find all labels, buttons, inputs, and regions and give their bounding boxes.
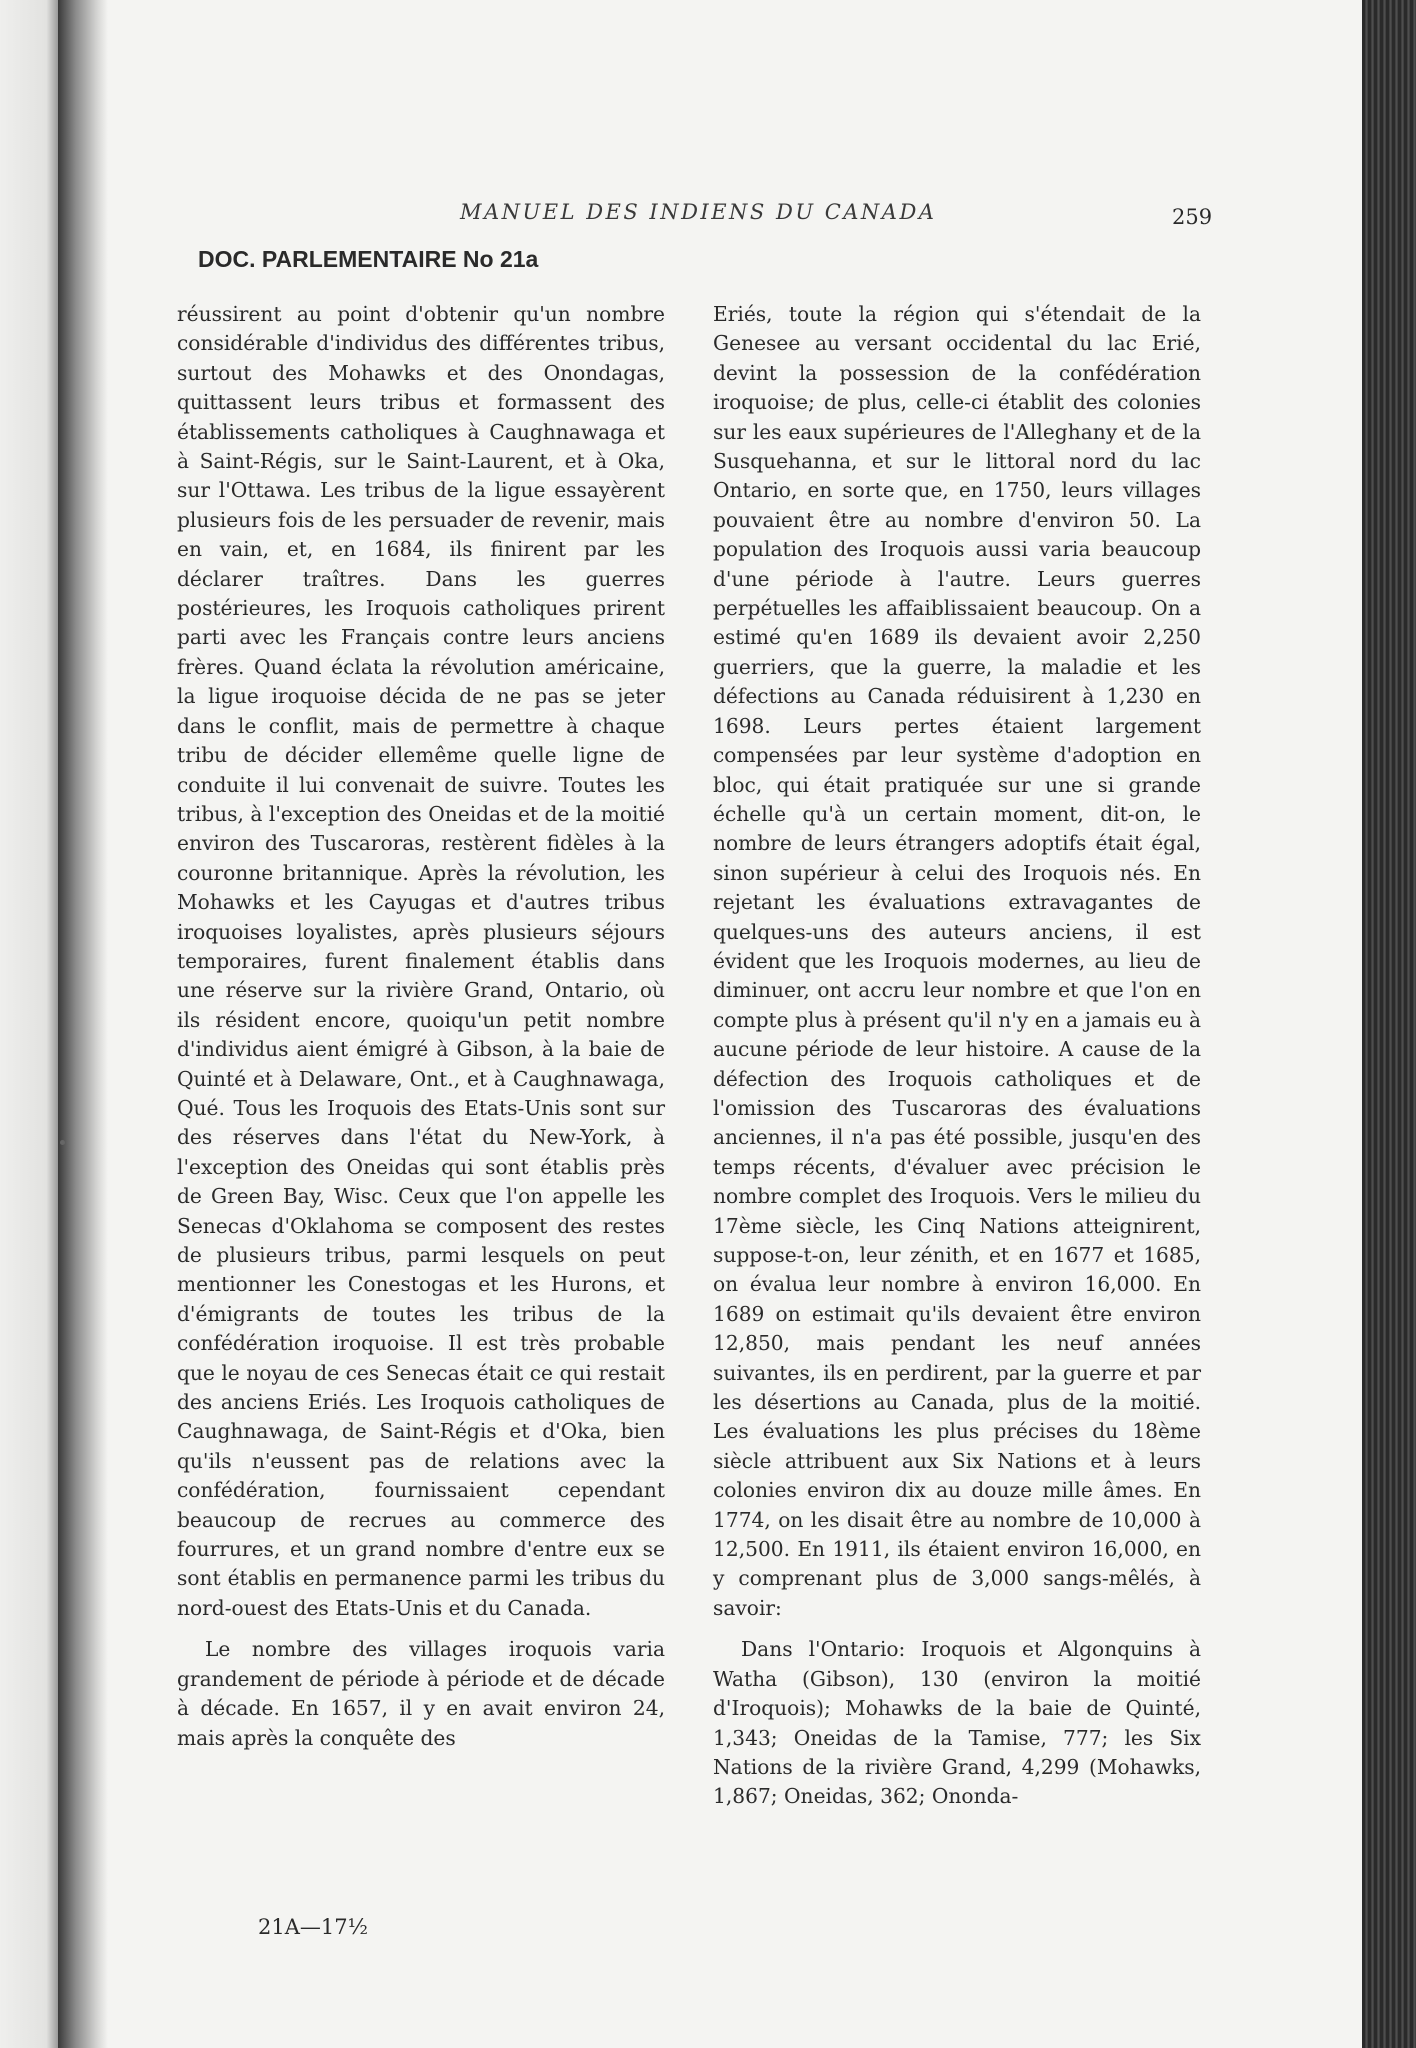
right-column [713, 300, 1201, 1812]
right-paragraph-2: Dans l'Ontario: Iroquois et Algonquins à Watha (Gibson), 130 (environ la moitié d'Iroquois); Mohawks de la baie de Quinté, 1,343; Oneidas de la Tamise, 777; les Six Nations de la rivière Grand, 4,299 (Mohawks, 1,867; Oneidas, 362; Onondа- [713, 1637, 1201, 1809]
scan-speck [60, 1140, 65, 1145]
facing-page-edge [0, 0, 58, 2048]
left-column [177, 300, 665, 1753]
right-paragraph-1: Eriés, toute la région qui s'étendait de la Genesee au versant occidental du lac Erié, devint la possession de la confédération iroquoise; de plus, celle-ci établit des colonies sur les eaux supérieures de l'Alleghany et de la Susquehanna, et sur le littoral nord du lac Ontario, en sorte que, en 1750, leurs villages pouvaient être au nombre d'environ 50. La population des Iroquois aussi varia beaucoup d'une période à l'autre. Leurs guerres perpétuelles les affaiblissaient beaucoup. On a estimé qu'en 1689 ils devaient avoir 2,250 guerriers, que la guerre, la maladie et les défections au Canada réduisirent à 1,230 en 1698. Leurs pertes étaient largement compensées par leur système d'adoption en bloc, qui était pratiquée sur une si grande échelle qu'à un certain moment, dit-on, le nombre de leurs étrangers adoptifs était égal, sinon supérieur à celui des Iroquois nés. En rejetant les évaluations extravagantes de quelques-uns des auteurs anciens, il est évident que les Iroquois modernes, au lieu de diminuer, ont accru leur nombre et que l'on en compte plus à présent qu'il n'y en a jamais eu à aucune période de leur histoire. A cause de la défection des Iroquois catholiques et de l'omission des Tuscaroras des évaluations anciennes, il n'a pas été possible, jusqu'en des temps récents, d'évaluer avec précision le nombre complet des Iroquois. Vers le milieu du 17ème siècle, les Cinq Nations atteignirent, suppose-t-on, leur zénith, et en 1677 et 1685, on évalua leur nombre à environ 16,000. En 1689 on estimait qu'ils devaient être environ 12,850, mais pendant les neuf années suivantes, ils en perdirent, par la guerre et par les désertions au Canada, plus de la moitié. Les évaluations les plus précises du 18ème siècle attribuent aux Six Nations et à leurs colonies environ dix au douze mille âmes. En 1774, on les disait être au nombre de 10,000 à 12,500. En 1911, ils étaient environ 16,000, en y comprenant plus de 3,000 sangs-mêlés, à savoir: [713, 302, 1201, 1620]
page-number: 259 [1172, 205, 1213, 229]
binding-gutter [58, 0, 108, 2048]
document-reference: DOC. PARLEMENTAIRE No 21a [198, 246, 539, 272]
left-paragraph-1: réussirent au point d'obtenir qu'un nombre considérable d'individus des différentes tribus, surtout des Mohawks et des Onondagas, quittassent leurs tribus et formassent des établissements catholiques à Caughnawaga et à Saint-Régis, sur le Saint-Laurent, et à Oka, sur l'Ottawa. Les tribus de la ligue essayèrent plusieurs fois de les persuader de revenir, mais en vain, et, en 1684, ils finirent par les déclarer traîtres. Dans les guerres postérieures, les Iroquois catholiques prirent parti avec les Français contre leurs anciens frères. Quand éclata la révolution américaine, la ligue iroquoise décida de ne pas se jeter dans le conflit, mais de permettre à chaque tribu de décider ellemême quelle ligne de conduite il lui convenait de suivre. Toutes les tribus, à l'exception des Oneidas et de la moitié environ des Tuscaroras, restèrent fidèles à la couronne britannique. Après la révolution, les Mohawks et les Cayugas et d'autres tribus iroquoises loyalistes, après plusieurs séjours temporaires, furent finalement établis dans une réserve sur la rivière Grand, Ontario, où ils résident encore, quoiqu'un petit nombre d'individus aient émigré à Gibson, à la baie de Quinté et à Delaware, Ont., et à Caughnawaga, Qué. Tous les Iroquois des Etats-Unis sont sur des réserves dans l'état du New-York, à l'exception des Oneidas qui sont établis près de Green Bay, Wisc. Ceux que l'on appelle les Senecas d'Oklahoma se composent des restes de plusieurs tribus, parmi lesquels on peut mentionner les Conestogas et les Hurons, et d'émigrants de toutes les tribus de la confédération iroquoise. Il est très probable que le noyau de ces Senecas était ce qui restait des anciens Eriés. Les Iroquois catholiques de Caughnawaga, de Saint-Régis et d'Oka, bien qu'ils n'eussent pas de relations avec la confédération, fournissaient cependant beaucoup de recrues au commerce des fourrures, et un grand nombre d'entre eux se sont établis en permanence parmi les tribus du nord-ouest des Etats-Unis et du Canada. [177, 302, 665, 1620]
running-title: MANUEL DES INDIENS DU CANADA [460, 200, 937, 224]
left-paragraph-2: Le nombre des villages iroquois varia grandement de période à période et de décade à décade. En 1657, il y en avait environ 24, mais après la conquête des [177, 1637, 665, 1750]
signature-mark: 21A—17½ [258, 1915, 368, 1939]
book-fore-edge [1362, 0, 1416, 2048]
